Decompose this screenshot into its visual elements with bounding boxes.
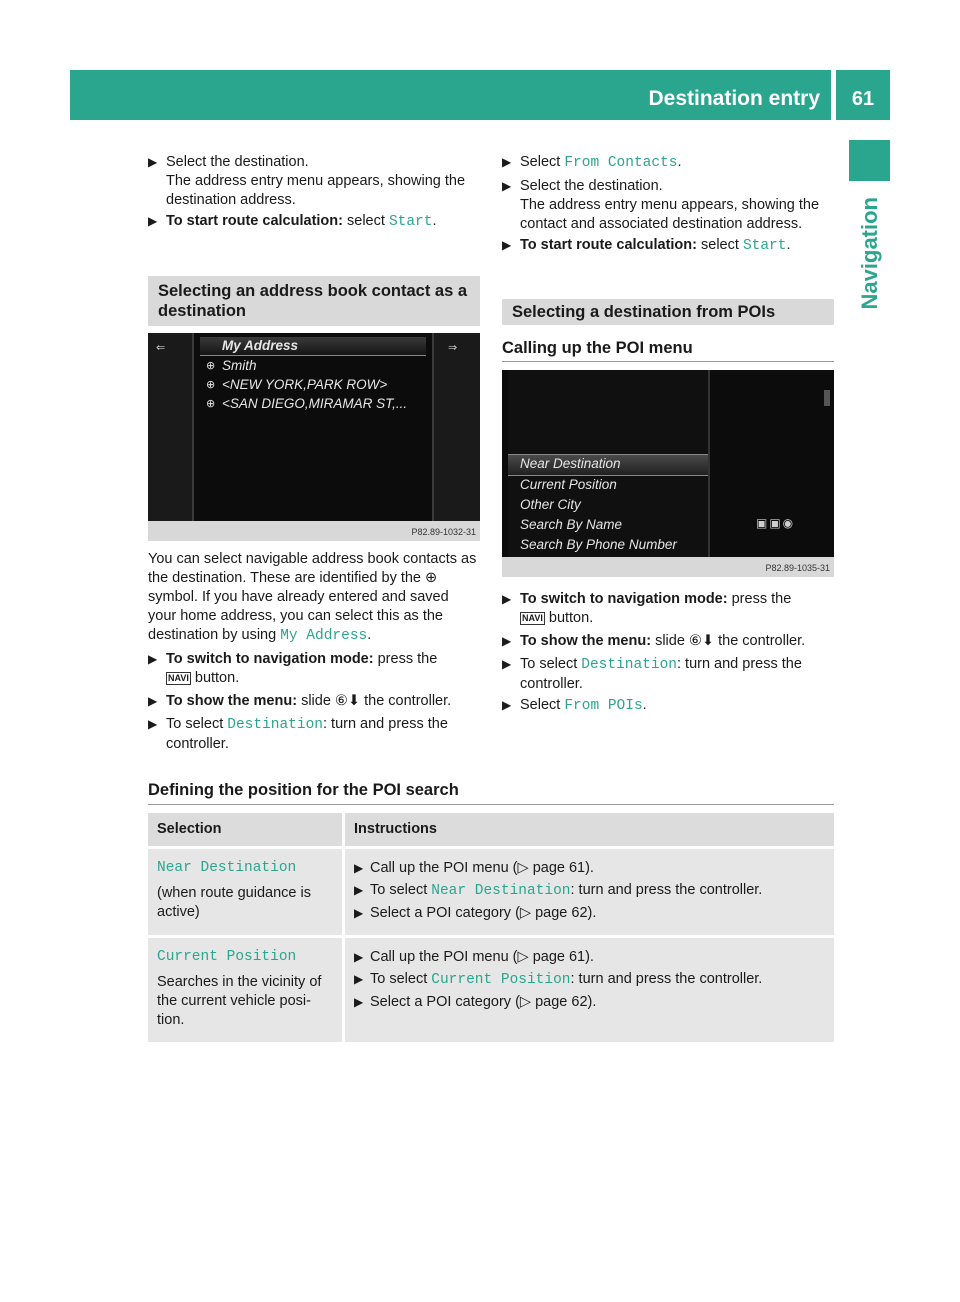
poi-menu-screen <box>502 370 834 577</box>
selection-code: Current Position <box>157 949 297 965</box>
arrow-icon: ▶ <box>148 155 158 169</box>
instruction-step <box>354 859 825 878</box>
step-text: Select <box>520 697 561 713</box>
arrow-icon: ▶ <box>354 883 364 897</box>
table-cell-selection <box>148 935 345 1042</box>
punct: . <box>677 154 682 170</box>
address-book-paragraph <box>148 550 480 646</box>
figure-code: P82.89-1035-31 <box>765 563 830 573</box>
page-ref[interactable]: page 61). <box>532 949 594 965</box>
step-switch-navigation-right <box>502 590 852 628</box>
step-text: Select <box>520 154 561 170</box>
arrow-icon: ▶ <box>148 652 158 666</box>
step-start-route <box>148 212 498 232</box>
punct: . <box>642 697 647 713</box>
instruction-step <box>354 904 825 923</box>
instruction-text: To select <box>370 882 428 898</box>
step-text: press the <box>731 591 792 607</box>
table-header: Instructions <box>345 813 834 846</box>
screen-title: My Address <box>222 338 299 353</box>
page-ref[interactable]: page 61). <box>532 860 594 876</box>
poi-menu-item: Search By Phone Number <box>520 537 677 552</box>
arrow-icon: ▶ <box>148 694 158 708</box>
step-text: select <box>701 237 739 253</box>
table-cell-selection <box>148 846 345 935</box>
arrow-icon: ▶ <box>502 634 512 648</box>
menu-item-start: Start <box>388 214 433 230</box>
menu-item-current-position: Current Position <box>431 972 571 988</box>
table-cell-instructions <box>345 846 834 935</box>
step-text: button. <box>194 670 240 686</box>
step-text: slide <box>301 693 331 709</box>
back-icon: ⇐ <box>156 342 166 354</box>
step-switch-navigation <box>148 650 498 688</box>
step-select-destination-menu <box>148 715 498 754</box>
navi-key-icon: NAVI <box>168 673 189 683</box>
instruction-step <box>354 881 825 901</box>
step-text: slide <box>655 633 685 649</box>
punct: . <box>786 237 791 253</box>
menu-item-destination: Destination <box>581 657 677 673</box>
forward-icon: ⇒ <box>448 342 458 354</box>
table-header: Selection <box>148 813 345 846</box>
menu-item-from-pois: From POIs <box>564 698 643 714</box>
table-header-row <box>148 813 834 846</box>
header-separator <box>832 70 834 120</box>
arrow-icon: ▶ <box>502 238 512 252</box>
arrow-icon: ▶ <box>354 906 364 920</box>
punct: . <box>432 213 437 229</box>
menu-item-from-contacts: From Contacts <box>564 155 678 171</box>
step-text: : turn and press the controller. <box>166 716 448 752</box>
punct: . <box>367 627 372 643</box>
selection-note: Searches in the vicinity of the current vehicle posi-tion. <box>157 974 322 1028</box>
step-bold: To switch to navigation mode: <box>166 651 374 667</box>
step-continuation: The address entry menu appears, showing the contact and associated destination address. <box>520 197 820 232</box>
step-text: Select the destination. <box>166 154 309 170</box>
instruction-text: : turn and press the controller. <box>570 971 763 987</box>
poi-menu-item: Search By Name <box>520 517 623 532</box>
page-ref-icon: ▷ <box>519 905 532 921</box>
screen-left-panel <box>148 333 194 521</box>
scroll-indicator <box>824 390 830 406</box>
arrow-icon: ▶ <box>502 657 512 671</box>
step-bold: To start route calculation: <box>166 213 343 229</box>
section-title-poi: Selecting a destination from POIs <box>502 299 834 325</box>
menu-item-my-address: My Address <box>280 628 368 644</box>
arrow-icon: ▶ <box>502 155 512 169</box>
contact-item: Smith <box>222 358 257 373</box>
arrow-icon: ▶ <box>148 214 158 228</box>
instruction-text: To select <box>370 971 428 987</box>
side-tab <box>849 197 890 497</box>
step-show-menu-right <box>502 632 860 651</box>
address-book-screen <box>148 333 480 541</box>
para-text: symbol. If you have already entered and saved your home address, you can select this as the destination by using <box>148 589 449 643</box>
controller-slide-icon: ⑥⬇ <box>334 693 361 709</box>
section-title-address-book: Selecting an address book contact as a destination <box>148 276 480 326</box>
poi-menu-item: Near Destination <box>520 456 621 471</box>
arrow-icon: ▶ <box>354 972 364 986</box>
step-bold: To show the menu: <box>520 633 652 649</box>
page-ref-icon: ▷ <box>517 860 529 876</box>
step-select-from-pois <box>502 696 852 716</box>
selection-code: Near Destination <box>157 860 297 876</box>
step-text: the controller. <box>718 633 806 649</box>
controller-slide-icon: ⑥⬇ <box>688 633 715 649</box>
instruction-text: Call up the POI menu ( <box>370 949 518 965</box>
step-bold: To start route calculation: <box>520 237 697 253</box>
poi-position-table <box>148 813 834 1042</box>
menu-item-start: Start <box>742 238 787 254</box>
para-text: You can select navigable address book contacts as the destination. These are identified by the <box>148 551 477 586</box>
screen-right-panel <box>432 333 480 521</box>
step-select-destination <box>148 153 498 210</box>
arrow-icon: ▶ <box>354 950 364 964</box>
page-ref[interactable]: page 62). <box>535 994 597 1010</box>
header-title: Destination entry <box>648 87 820 110</box>
side-tab-label: Navigation <box>856 197 882 310</box>
instruction-text: : turn and press the controller. <box>570 882 763 898</box>
instruction-step <box>354 970 825 990</box>
instruction-text: Select a POI category ( <box>370 905 520 921</box>
step-text: : turn and press the controller. <box>520 656 802 692</box>
side-tab-marker <box>849 140 890 181</box>
step-start-route-right <box>502 236 852 256</box>
contact-item: <NEW YORK,PARK ROW> <box>222 377 388 392</box>
step-continuation: The address entry menu appears, showing the destination address. <box>166 173 466 208</box>
navigable-icon: ⊕ <box>206 379 216 391</box>
subtitle-position: Defining the position for the POI search <box>148 779 834 805</box>
poi-menu-item: Other City <box>520 497 581 512</box>
arrow-icon: ▶ <box>354 861 364 875</box>
instruction-text: Select a POI category ( <box>370 994 520 1010</box>
step-bold: To show the menu: <box>166 693 298 709</box>
page-ref[interactable]: page 62). <box>535 905 597 921</box>
arrow-icon: ▶ <box>502 592 512 606</box>
arrow-icon: ▶ <box>502 179 512 193</box>
arrow-icon: ▶ <box>148 717 158 731</box>
page-number: 61 <box>851 88 875 110</box>
instruction-step <box>354 993 825 1012</box>
step-text: To select <box>166 716 224 732</box>
map-control-icons: ▣▣◉ <box>756 516 796 530</box>
selection-note: (when route guidance is active) <box>157 885 311 920</box>
page-ref-icon: ▷ <box>517 949 529 965</box>
step-text: press the <box>377 651 438 667</box>
step-text: To select <box>520 656 578 672</box>
navigable-symbol-icon: ⊕ <box>425 570 438 586</box>
figure-code: P82.89-1032-31 <box>411 527 476 537</box>
instruction-step <box>354 948 825 967</box>
arrow-icon: ▶ <box>502 698 512 712</box>
navi-key-icon: NAVI <box>522 613 543 623</box>
menu-item-destination: Destination <box>227 717 323 733</box>
menu-item-near-destination: Near Destination <box>431 883 571 899</box>
arrow-icon: ▶ <box>354 995 364 1009</box>
subtitle-poi-menu: Calling up the POI menu <box>502 337 834 362</box>
step-select-from-contacts <box>502 153 852 173</box>
navigable-icon: ⊕ <box>206 360 216 372</box>
step-select-destination-right-2 <box>502 655 852 694</box>
step-text: Select the destination. <box>520 178 663 194</box>
table-row <box>148 846 834 935</box>
poi-menu-item: Current Position <box>520 477 617 492</box>
table-row <box>148 935 834 1042</box>
instruction-text: Call up the POI menu ( <box>370 860 518 876</box>
navigable-icon: ⊕ <box>206 398 216 410</box>
step-text: select <box>347 213 385 229</box>
step-show-menu <box>148 692 498 711</box>
table-cell-instructions <box>345 935 834 1042</box>
page-ref-icon: ▷ <box>519 994 532 1010</box>
step-text: button. <box>548 610 594 626</box>
step-text: the controller. <box>364 693 452 709</box>
step-select-destination-right <box>502 177 852 234</box>
step-bold: To switch to navigation mode: <box>520 591 728 607</box>
contact-item: <SAN DIEGO,MIRAMAR ST,... <box>222 396 408 411</box>
